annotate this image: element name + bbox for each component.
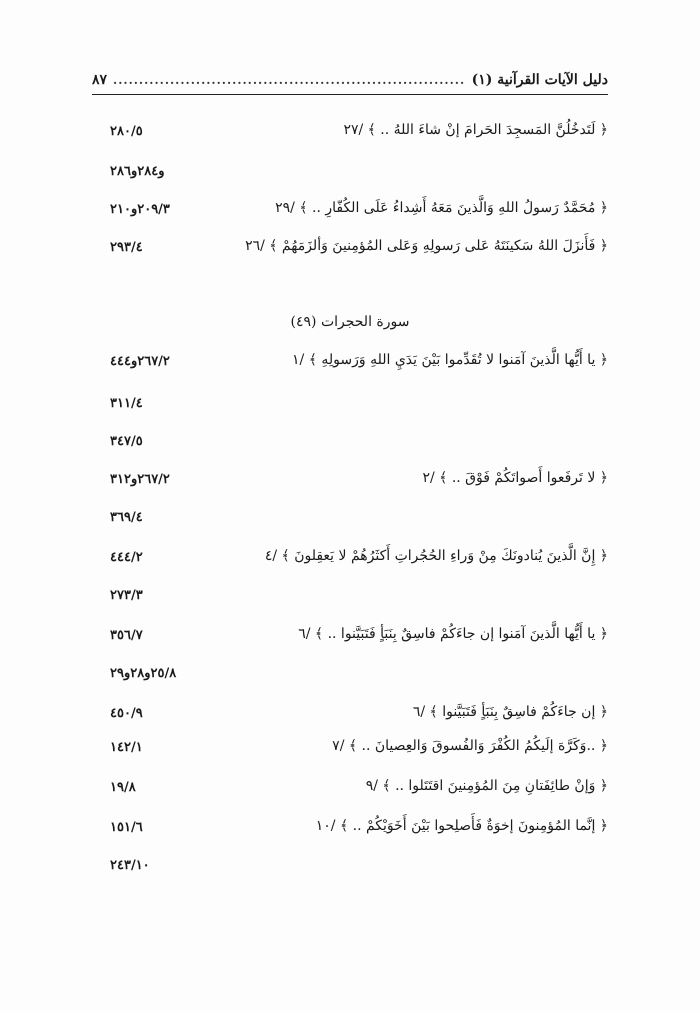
verse-text: ﴿ فَأَنزَلَ اللهُ سَكينَتَهُ عَلى رَسولِهِ وَعَلى المُؤمِنينَ وَألزَمَهُمْ ﴾ /٢٦ [245, 238, 608, 254]
page-reference: ١٤٢/١ [110, 740, 143, 755]
index-entry [92, 466, 608, 496]
verse-text: ﴿ إنَّما المُؤمِنونَ إخوَةٌ فَأَصلِحوا بَيْنَ أَخَوَيْكُمْ .. ﴾ /١٠ [315, 818, 608, 834]
index-entry [92, 428, 608, 458]
index-entry [92, 348, 608, 378]
verse-text: ﴿ مُحَمَّدٌ رَسولُ اللهِ وَالَّذينَ مَعَهُ أَشِداءُ عَلَى الكُفّارِ .. ﴾ /٢٩ [275, 200, 608, 216]
verse-text: ﴿ يا أَيُّها الَّذينَ آمَنوا لا تُقَدِّموا بَيْنَ يَدَيِ اللهِ وَرَسولِهِ ﴾ /١ [292, 352, 608, 368]
page-reference: ٢٨٠/٥ [110, 124, 143, 139]
index-entry [92, 660, 608, 690]
page-reference: ٢٤٣/١٠ [110, 858, 150, 873]
index-entry [92, 814, 608, 844]
page-reference: ٣٥٦/٧ [110, 628, 143, 643]
page-reference: ١٥١/٦ [110, 820, 143, 835]
page-reference: ٣٦٩/٤ [110, 510, 143, 525]
index-entry [92, 158, 608, 188]
page-reference: ٢٦٧/٢و٣١٢ [110, 472, 170, 487]
verse-text: ﴿ إن جاءَكُمْ فاسِقٌ بِنَبَأٍ فَتَبَيَّنوا ﴾ /٦ [412, 704, 608, 720]
page-reference: ٢٥/٨و٢٨و٢٩ [110, 666, 177, 681]
verse-text: ﴿ لا تَرفَعوا أَصواتَكُمْ فَوْقَ .. ﴾ /٢ [422, 470, 608, 486]
verse-text: ﴿ لَتَدخُلُنَّ المَسجِدَ الحَرامَ إنْ شاءَ اللهُ .. ﴾ /٢٧ [343, 122, 608, 138]
running-header [92, 68, 608, 92]
book-title: دليل الآيات القرآنية (١) [471, 72, 608, 88]
verse-text: ﴿ يا أَيُّها الَّذينَ آمَنوا إن جاءَكُمْ فاسِقٌ بِنَبَأٍ فَتَبَيَّنوا .. ﴾ /٦ [298, 626, 608, 642]
index-entry [92, 504, 608, 534]
surah-heading: سورة الحجرات (٤٩) [290, 314, 410, 330]
page-reference: و٢٨٤و٢٨٦ [110, 164, 165, 179]
index-entry [92, 622, 608, 652]
page-number: ٨٧ [92, 72, 108, 88]
index-entry [92, 390, 608, 420]
verse-text: ﴿ إِنَّ الَّذينَ يُنادونَكَ مِنْ وَراءِ الحُجُراتِ أَكثَرُهُمْ لا يَعقِلونَ ﴾ /٤ [264, 548, 608, 564]
page-reference: ٤٤٤/٢ [110, 550, 143, 565]
index-entry [92, 734, 608, 764]
page-reference: ٤٥٠/٩ [110, 706, 143, 721]
page-reference: ٣١١/٤ [110, 396, 143, 411]
index-entry [92, 582, 608, 612]
verse-text: ﴿ ..وَكَرَّهَ إلَيكُمُ الكُفْرَ وَالفُسوقَ وَالعِصيانَ .. ﴾ /٧ [332, 738, 608, 754]
index-entry [92, 118, 608, 148]
header-rule [92, 94, 608, 95]
index-entry [92, 234, 608, 264]
page-reference: ٢٦٧/٢و٤٤٤ [110, 354, 170, 369]
page-reference: ٢٧٣/٣ [110, 588, 143, 603]
page-reference: ١٩/٨ [110, 780, 136, 795]
page-reference: ٢٠٩/٣و٢١٠ [110, 202, 170, 217]
page-reference: ٣٤٧/٥ [110, 434, 143, 449]
index-entry [92, 544, 608, 574]
index-entry [92, 700, 608, 730]
index-entry [92, 774, 608, 804]
index-entry [92, 852, 608, 882]
leader-dots [113, 73, 466, 87]
page-reference: ٢٩٣/٤ [110, 240, 143, 255]
index-entry [92, 196, 608, 226]
verse-text: ﴿ وَإنْ طائِفَتانِ مِنَ المُؤمِنينَ اقتَتَلوا .. ﴾ /٩ [365, 778, 608, 794]
